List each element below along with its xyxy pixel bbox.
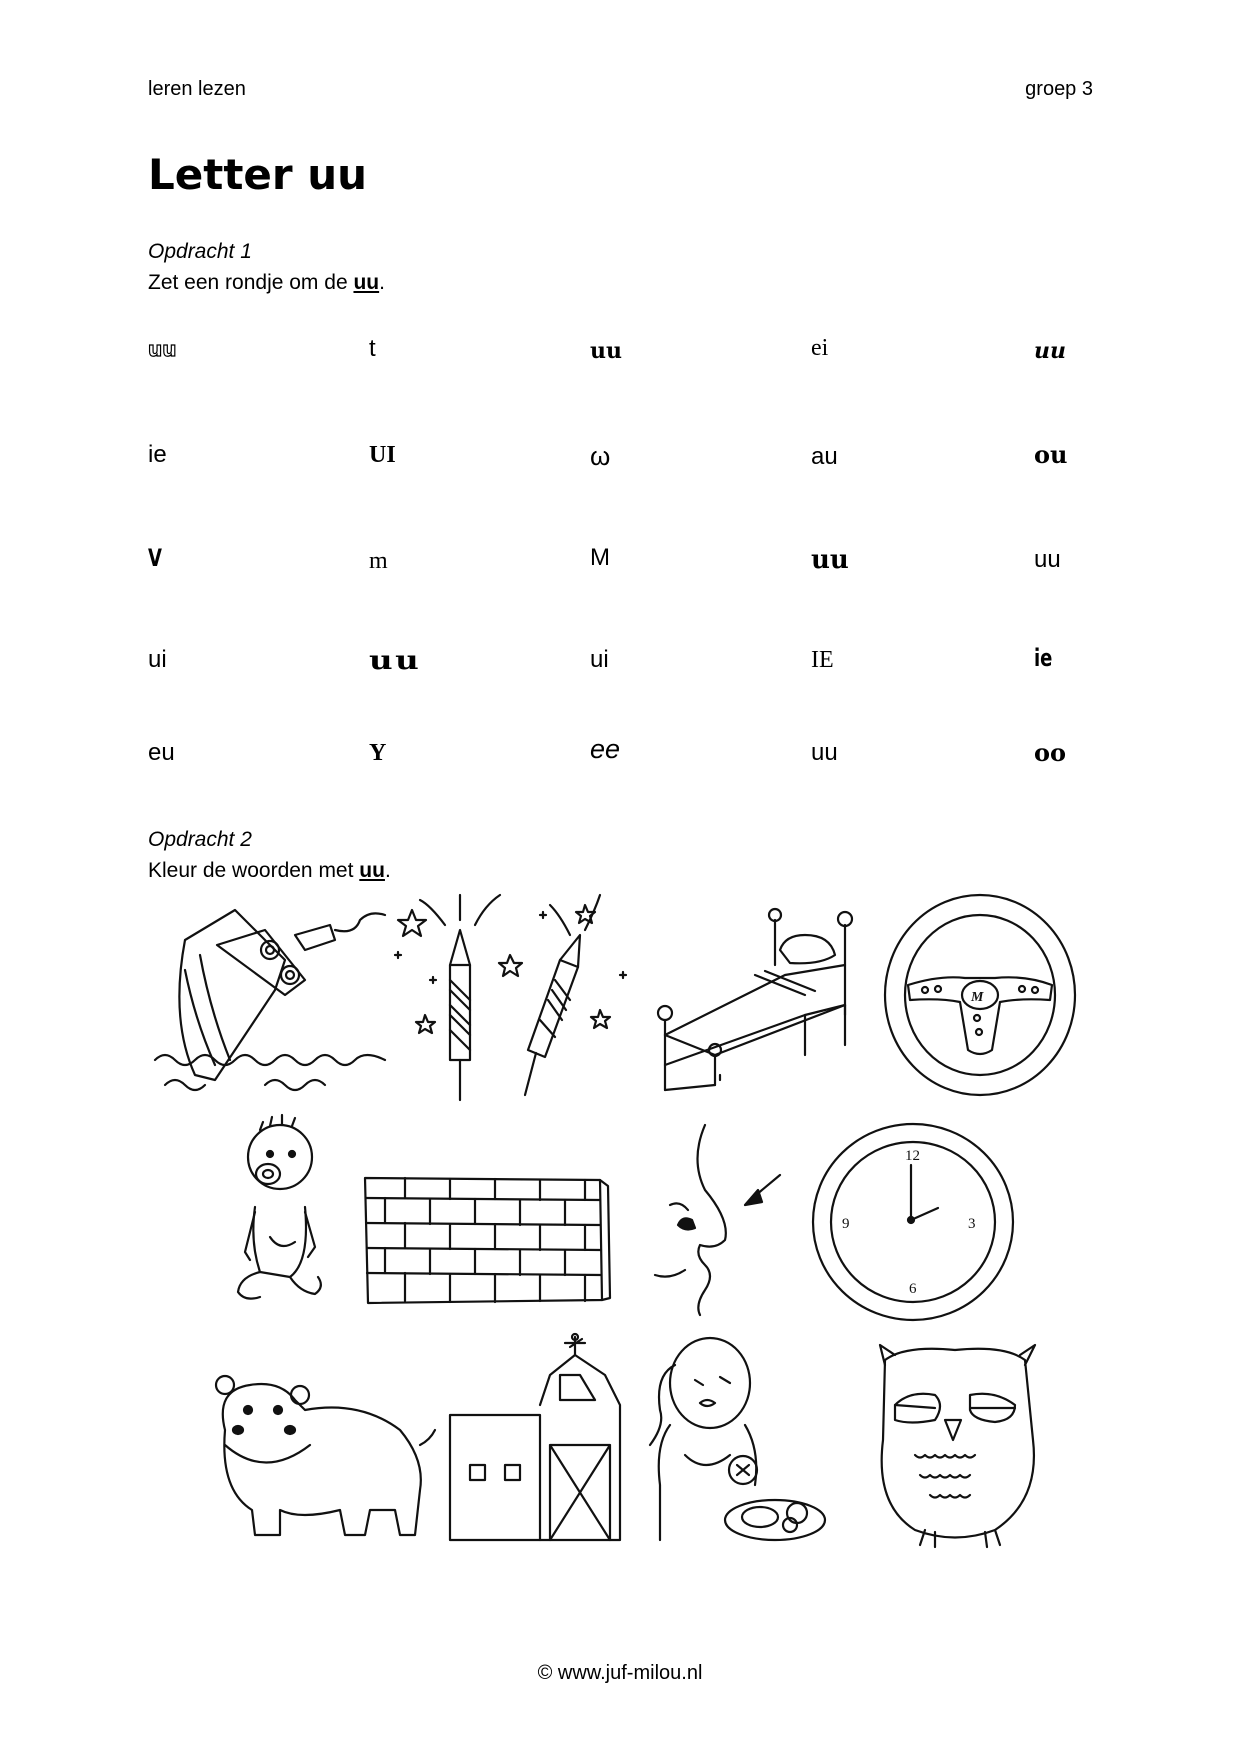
letter-cell[interactable]: M bbox=[590, 544, 610, 571]
instruction-end: . bbox=[384, 859, 391, 882]
letter-cell[interactable]: t bbox=[369, 335, 376, 362]
bed-picture[interactable] bbox=[645, 905, 865, 1105]
opdracht-1-instruction bbox=[148, 271, 385, 295]
letter-cell[interactable]: uu bbox=[1034, 546, 1061, 573]
farm-picture[interactable] bbox=[450, 1335, 630, 1547]
letter-cell[interactable] bbox=[148, 546, 167, 570]
fireworks-picture[interactable] bbox=[390, 885, 640, 1110]
instruction-end: . bbox=[379, 271, 385, 294]
letter-glyph: uu bbox=[369, 646, 422, 676]
letter-cell[interactable]: eu bbox=[148, 739, 175, 766]
ship-picture[interactable] bbox=[155, 900, 395, 1110]
svg-text:M: M bbox=[971, 990, 984, 1005]
letter-cell[interactable] bbox=[369, 646, 422, 676]
clock-number-12: 12 bbox=[905, 1148, 920, 1164]
letter-cell[interactable]: uu bbox=[590, 338, 622, 364]
letter-cell[interactable]: uu bbox=[1034, 338, 1066, 364]
opdracht-2-instruction bbox=[148, 859, 391, 883]
steering-wheel-picture[interactable] bbox=[880, 890, 1080, 1100]
instruction-key: uu bbox=[353, 271, 380, 294]
brick-wall-picture[interactable] bbox=[360, 1168, 612, 1313]
letter-cell[interactable]: Y bbox=[369, 740, 387, 766]
header-left: leren lezen bbox=[148, 78, 246, 100]
opdracht-2-label: Opdracht 2 bbox=[148, 828, 252, 851]
page-title: Letter uu bbox=[148, 150, 368, 199]
letter-cell[interactable]: ui bbox=[590, 646, 609, 673]
nose-picture[interactable] bbox=[650, 1120, 795, 1320]
letter-glyph: V bbox=[148, 544, 162, 572]
opdracht-1-label: Opdracht 1 bbox=[148, 240, 252, 263]
footer-copyright: © www.juf-milou.nl bbox=[537, 1662, 703, 1684]
letter-cell[interactable]: ou bbox=[1034, 440, 1068, 469]
clock-number-6: 6 bbox=[909, 1281, 917, 1297]
letter-cell[interactable] bbox=[1034, 646, 1059, 670]
letter-cell[interactable]: uu bbox=[811, 739, 838, 766]
letter-cell[interactable]: ee bbox=[590, 734, 621, 764]
letter-cell[interactable]: oo bbox=[1034, 738, 1067, 767]
letter-cell[interactable]: ie bbox=[148, 441, 167, 468]
girl-eating-picture[interactable] bbox=[645, 1335, 830, 1545]
clock-number-9: 9 bbox=[842, 1216, 850, 1232]
letter-cell[interactable]: au bbox=[811, 443, 838, 470]
instruction-text: Zet een rondje om de bbox=[148, 271, 354, 294]
letter-cell[interactable]: uu bbox=[811, 545, 849, 575]
clock-number-3: 3 bbox=[968, 1216, 976, 1232]
instruction-text: Kleur de woorden met bbox=[148, 859, 360, 882]
header-right: groep 3 bbox=[1025, 78, 1093, 100]
instruction-key: uu bbox=[359, 859, 385, 882]
clock-picture[interactable] bbox=[808, 1120, 1018, 1325]
letter-cell[interactable]: m bbox=[369, 548, 388, 574]
letter-cell[interactable]: uu bbox=[148, 337, 177, 361]
letter-cell[interactable]: IE bbox=[811, 647, 834, 673]
baby-picture[interactable] bbox=[230, 1112, 340, 1317]
owl-picture[interactable] bbox=[865, 1340, 1050, 1550]
letter-cell[interactable]: UI bbox=[369, 442, 396, 468]
hippo-picture[interactable] bbox=[210, 1370, 440, 1540]
letter-cell[interactable]: ui bbox=[148, 646, 167, 673]
letter-cell[interactable]: ω bbox=[590, 441, 611, 471]
letter-cell[interactable]: ei bbox=[811, 335, 829, 361]
letter-glyph: ie bbox=[1034, 644, 1053, 672]
